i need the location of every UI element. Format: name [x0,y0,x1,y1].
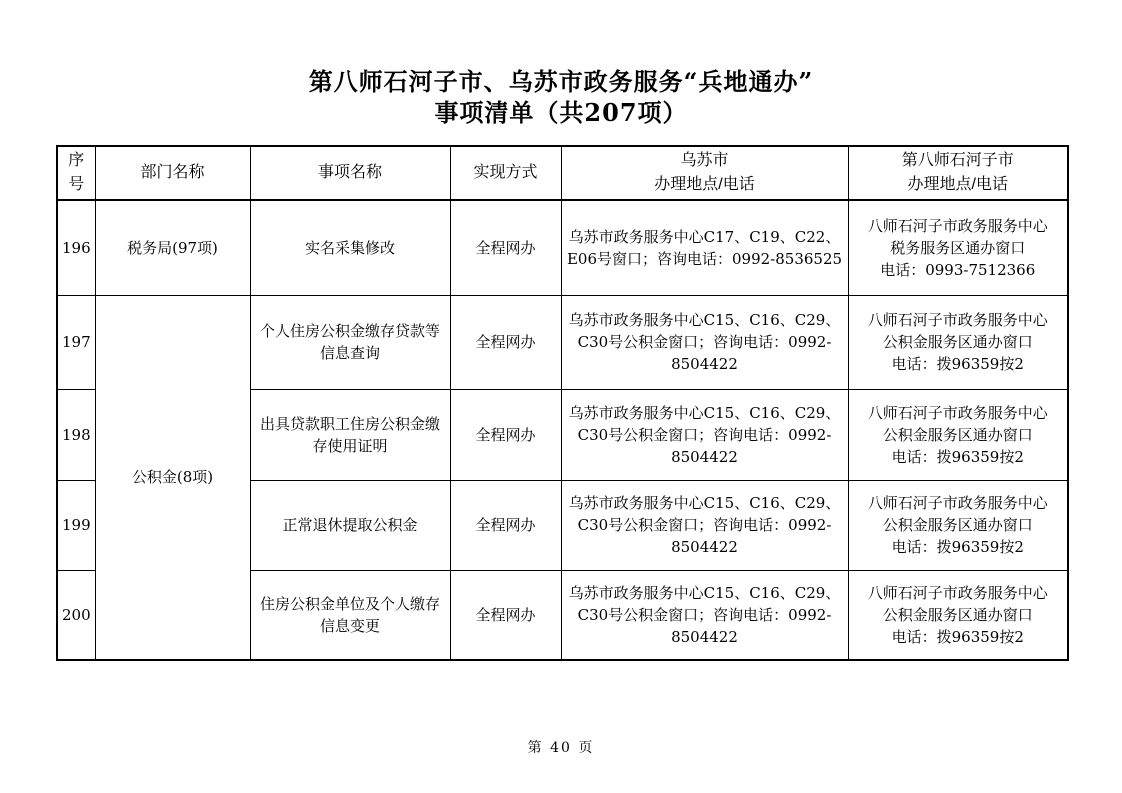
header-wusu-line1: 乌苏市 [680,152,729,169]
cell-item: 实名采集修改 [250,200,450,295]
title-line-2: 事项清单（共207项） [434,98,688,127]
page-title [0,66,1122,128]
service-items-table [56,145,1069,661]
cell-no: 200 [57,570,95,660]
shihezi-line: 八师石河子市政务服务中心 [867,403,1048,422]
shihezi-line: 公积金服务区通办窗口 [882,605,1033,624]
page-number: 第 40 页 [527,740,595,756]
shihezi-line: 电话：0993-7512366 [880,260,1036,279]
header-wusu [561,146,848,200]
header-shihezi-line1: 第八师石河子市 [901,152,1014,169]
shihezi-line: 八师石河子市政务服务中心 [867,311,1048,329]
cell-no: 198 [57,389,95,480]
header-item: 事项名称 [250,146,450,200]
cell-method: 全程网办 [450,480,561,570]
header-department: 部门名称 [95,146,250,200]
shihezi-line: 公积金服务区通办窗口 [882,333,1033,351]
shihezi-line: 电话：拨96359按2 [891,627,1024,646]
header-shihezi-line2: 办理地点/电话 [907,176,1008,193]
cell-method: 全程网办 [450,389,561,480]
shihezi-line: 电话：拨96359按2 [891,447,1024,466]
shihezi-line: 电话：拨96359按2 [891,538,1024,556]
cell-shihezi-location [848,570,1068,660]
shihezi-line: 八师石河子市政务服务中心 [867,583,1048,602]
cell-method: 全程网办 [450,200,561,295]
cell-shihezi-location [848,295,1068,389]
shihezi-line: 公积金服务区通办窗口 [882,516,1033,534]
cell-shihezi-location [848,389,1068,480]
cell-no: 196 [57,200,95,295]
cell-method: 全程网办 [450,295,561,389]
cell-department-fund: 公积金(8项) [95,295,250,660]
cell-shihezi-location [848,480,1068,570]
header-wusu-line2: 办理地点/电话 [654,176,755,193]
shihezi-line: 八师石河子市政务服务中心 [867,494,1048,512]
table-row [57,200,1068,295]
table-header-row [57,146,1068,200]
cell-wusu-location: 乌苏市政务服务中心C15、C16、C29、C30号公积金窗口；咨询电话：0992-8504422 [561,295,848,389]
shihezi-line: 税务服务区通办窗口 [890,238,1026,257]
cell-item: 出具贷款职工住房公积金缴存使用证明 [250,389,450,480]
cell-method: 全程网办 [450,570,561,660]
header-no: 序号 [57,146,95,200]
cell-shihezi-location [848,200,1068,295]
shihezi-line: 电话：拨96359按2 [891,355,1024,373]
cell-item: 住房公积金单位及个人缴存信息变更 [250,570,450,660]
cell-wusu-location: 乌苏市政务服务中心C15、C16、C29、C30号公积金窗口；咨询电话：0992-8504422 [561,389,848,480]
cell-item: 正常退休提取公积金 [250,480,450,570]
cell-wusu-location: 乌苏市政务服务中心C15、C16、C29、C30号公积金窗口；咨询电话：0992-8504422 [561,570,848,660]
cell-item: 个人住房公积金缴存贷款等信息查询 [250,295,450,389]
cell-wusu-location: 乌苏市政务服务中心C17、C19、C22、E06号窗口；咨询电话：0992-8536525 [561,200,848,295]
title-line-1: 第八师石河子市、乌苏市政务服务“兵地通办” [308,67,814,96]
shihezi-line: 八师石河子市政务服务中心 [867,216,1048,235]
cell-no: 199 [57,480,95,570]
header-shihezi [848,146,1068,200]
shihezi-line: 公积金服务区通办窗口 [882,425,1033,444]
table-row [57,295,1068,389]
cell-no: 197 [57,295,95,389]
cell-wusu-location: 乌苏市政务服务中心C15、C16、C29、C30号公积金窗口；咨询电话：0992-8504422 [561,480,848,570]
cell-department-tax: 税务局(97项) [95,200,250,295]
header-method: 实现方式 [450,146,561,200]
